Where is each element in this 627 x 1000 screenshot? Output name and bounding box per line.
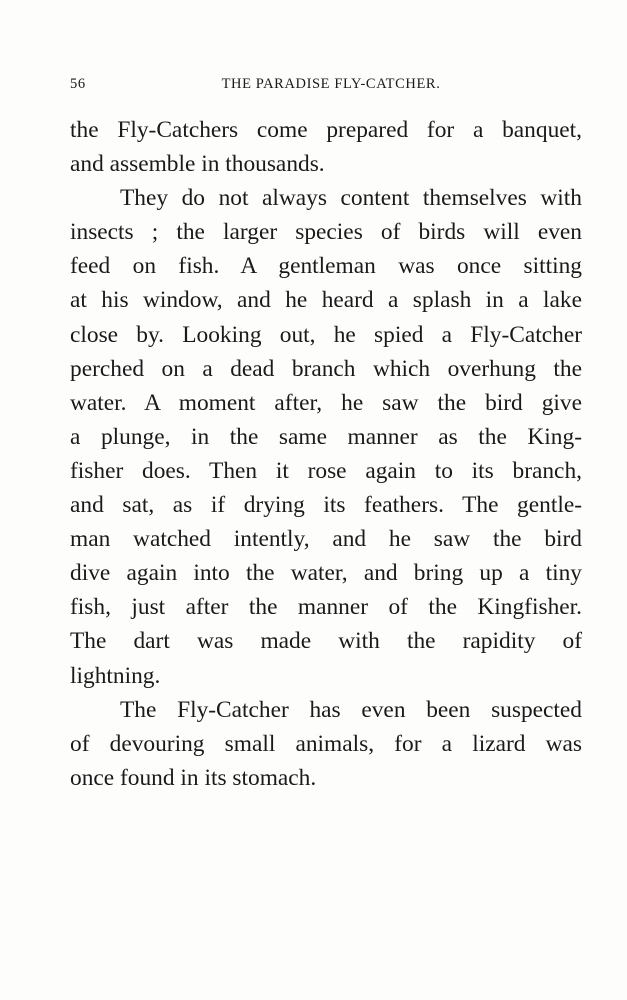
text-line: water. A moment after, he saw the bird give	[70, 389, 582, 416]
page-number: 56	[70, 76, 86, 92]
text-line: a plunge, in the same manner as the King-	[70, 423, 582, 450]
running-head	[70, 76, 582, 96]
text-line: fisher does. Then it rose again to its branch,	[70, 457, 582, 484]
text-line: lightning.	[70, 662, 161, 689]
text-line: fish, just after the manner of the Kingfisher.	[70, 594, 582, 621]
text-line: feed on fish. A gentleman was once sitting	[70, 253, 582, 280]
text-line: and assemble in thousands.	[70, 151, 325, 178]
body-text	[70, 113, 582, 795]
text-line: dive again into the water, and bring up a tiny	[70, 560, 582, 587]
text-line: once found in its stomach.	[70, 764, 317, 791]
text-line: The Fly-Catcher has even been suspected	[120, 696, 582, 723]
text-line: close by. Looking out, he spied a Fly-Catcher	[70, 321, 582, 348]
running-title: THE PARADISE FLY-CATCHER.	[221, 76, 441, 92]
text-line: man watched intently, and he saw the bird	[70, 526, 582, 553]
text-line: They do not always content themselves with	[120, 185, 582, 212]
text-line: and sat, as if drying its feathers. The gentle-	[70, 492, 582, 519]
text-line: the Fly-Catchers come prepared for a banquet,	[70, 117, 582, 143]
text-line: perched on a dead branch which overhung the	[70, 355, 582, 382]
text-line: of devouring small animals, for a lizard was	[70, 730, 582, 757]
text-line: insects ; the larger species of birds will even	[70, 219, 582, 246]
text-line: The dart was made with the rapidity of	[70, 628, 582, 655]
text-line: at his window, and he heard a splash in a lake	[70, 287, 582, 314]
